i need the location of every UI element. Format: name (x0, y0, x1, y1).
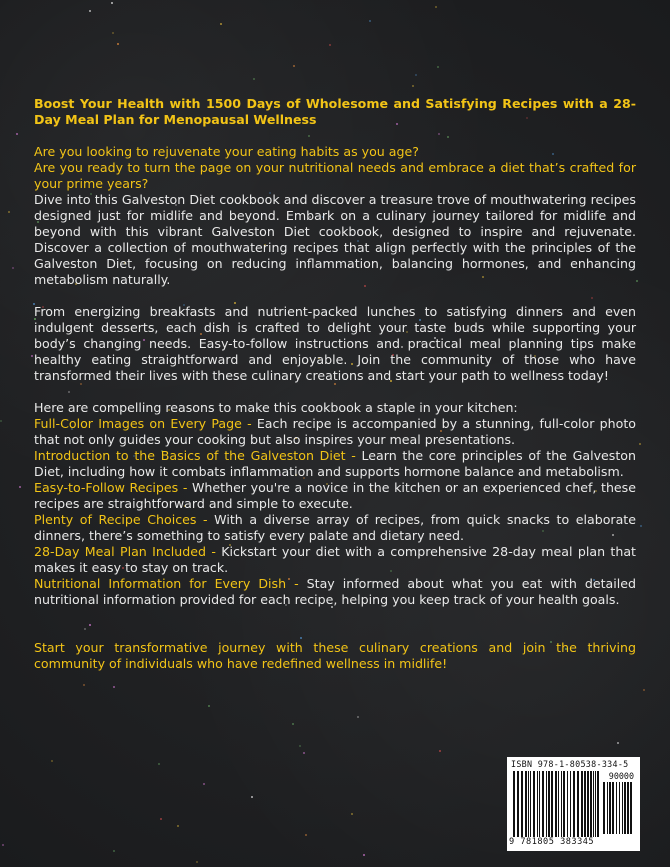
question-2: Are you ready to turn the page on your nutritional needs and embrace a diet that’s crafted for your prime years? (34, 160, 636, 191)
texture-speck (292, 723, 294, 725)
barcode-bar (537, 771, 538, 837)
barcode-bar (533, 771, 535, 837)
barcode-bar (590, 771, 592, 837)
barcode-bar (517, 771, 519, 837)
texture-speck (117, 43, 119, 45)
barcode-bar (548, 771, 550, 837)
texture-speck (253, 78, 255, 80)
texture-speck (158, 763, 160, 765)
reason-item (34, 512, 636, 544)
ean-digits: 9 781805 383345 (509, 837, 595, 847)
barcode-bar (513, 771, 515, 837)
back-cover-text (34, 96, 636, 672)
barcode-bar (587, 771, 589, 837)
texture-speck (412, 85, 414, 87)
reason-text: Each recipe is accompanied by a stunning, full-color photo that not only guides your cooking but also inspires your meal presentations. (34, 416, 636, 447)
texture-speck (305, 834, 307, 836)
barcode-bar (593, 771, 594, 837)
barcode-bar (551, 771, 553, 837)
texture-speck (357, 716, 359, 718)
ean-barcode-bars (513, 771, 601, 837)
barcode-bar (528, 771, 529, 837)
texture-speck (112, 32, 114, 34)
price-barcode-bars (603, 782, 635, 834)
closing-statement: Start your transformative journey with these culinary creations and join the thriving community of individuals who have redefined wellness in midlife! (34, 640, 636, 671)
headline: Boost Your Health with 1500 Days of Wholesome and Satisfying Recipes with a 28-Day Meal Plan for Menopausal Wellness (34, 96, 636, 127)
texture-speck (160, 818, 162, 820)
barcode-bar (561, 771, 562, 837)
texture-speck (639, 443, 641, 445)
barcode-bar (607, 782, 608, 834)
barcode-bar (558, 771, 559, 837)
texture-speck (0, 420, 2, 422)
barcode-bar (573, 771, 575, 837)
barcode-bar (622, 782, 623, 834)
barcode-bar (542, 771, 544, 837)
reason-item (34, 544, 636, 576)
texture-speck (437, 66, 439, 68)
price-code: 90000 (608, 771, 634, 781)
texture-speck (643, 689, 645, 691)
reason-title: Easy-to-Follow Recipes - (34, 480, 192, 495)
barcode-bar (546, 771, 547, 837)
reason-text: With a diverse array of recipes, from quick snacks to elaborate dinners, there’s something to satisfy every palate and dietary need. (34, 512, 636, 543)
barcode-bar (619, 782, 620, 834)
barcode-bar (595, 771, 596, 837)
reasons-intro: Here are compelling reasons to make this cookbook a staple in your kitchen: (34, 400, 518, 415)
barcode-bar (603, 782, 605, 834)
reason-item (34, 576, 636, 608)
texture-speck (439, 750, 441, 752)
texture-speck (16, 133, 18, 135)
texture-speck (8, 211, 10, 213)
texture-speck (203, 783, 205, 785)
barcode-bar (630, 782, 632, 834)
barcode-bar (577, 771, 579, 837)
barcode-bar (624, 782, 626, 834)
barcode-bar (539, 771, 540, 837)
texture-speck (636, 280, 638, 282)
texture-speck (19, 486, 21, 488)
texture-speck (299, 745, 301, 747)
texture-speck (2, 844, 4, 846)
texture-speck (640, 525, 642, 527)
reason-title: Plenty of Recipe Choices - (34, 512, 215, 527)
barcode-bar (525, 771, 527, 837)
texture-speck (31, 355, 33, 357)
texture-speck (89, 10, 91, 12)
barcode-bar (581, 771, 583, 837)
intro-paragraph: Dive into this Galveston Diet cookbook and discover a treasure trove of mouthwatering recipes designed just for midlife and beyond. Embark on a culinary journey tailored for midlife and beyond with this vibrant Galveston Diet cookbook, designed to inspire and rejuvenate. Discover a collection of mouthwatering recipes that align perfectly with the principles of the Galveston Diet, focusing on reducing inflammation, balancing hormones, and enhancing metabolism naturally. (34, 192, 636, 287)
reason-title: Nutritional Information for Every Dish - (34, 576, 307, 591)
barcode-bar (609, 782, 611, 834)
texture-speck (303, 752, 305, 754)
barcode-bar (521, 771, 523, 837)
reason-text: Stay informed about what you eat with detailed nutritional information provided for each recipe, helping you keep track of your health goals. (34, 576, 636, 607)
isbn-label: ISBN 978-1-80538-334-5 (511, 759, 629, 769)
isbn-barcode (507, 757, 640, 851)
reason-title: Full-Color Images on Every Page - (34, 416, 257, 431)
texture-speck (617, 742, 619, 744)
reason-text: Learn the core principles of the Galveston Diet, including how it combats inflammation and supports hormone balance and metabolism. (34, 448, 636, 479)
texture-speck (83, 684, 85, 686)
question-1: Are you looking to rejuvenate your eating habits as you age? (34, 144, 419, 159)
reason-title: Introduction to the Basics of the Galveston Diet - (34, 448, 362, 463)
texture-speck (51, 760, 53, 762)
barcode-bar (627, 782, 629, 834)
barcode-bar (612, 782, 614, 834)
reason-item (34, 416, 636, 448)
barcode-bar (570, 771, 571, 837)
texture-speck (111, 2, 113, 4)
reason-title: 28-Day Meal Plan Included - (34, 544, 222, 559)
texture-speck (113, 850, 115, 852)
texture-speck (329, 44, 331, 46)
barcode-bar (567, 771, 568, 837)
barcode-bar (555, 771, 557, 837)
texture-speck (208, 705, 210, 707)
barcode-bar (584, 771, 586, 837)
texture-speck (251, 796, 253, 798)
barcode-bar (597, 771, 599, 837)
reason-text: Kickstart your diet with a comprehensive 28-day meal plan that makes it easy to stay on track. (34, 544, 636, 575)
reason-item (34, 448, 636, 480)
texture-speck (435, 6, 437, 8)
reason-item (34, 480, 636, 512)
barcode-bar (616, 782, 617, 834)
texture-speck (351, 813, 353, 815)
reason-text: Whether you're a novice in the kitchen or an experienced chef, these recipes are straightforward and simple to execute. (34, 480, 636, 511)
texture-speck (293, 65, 295, 67)
texture-speck (177, 825, 179, 827)
paragraph-2: From energizing breakfasts and nutrient-packed lunches to satisfying dinners and even indulgent desserts, each dish is crafted to delight your taste buds while supporting your body’s changing needs. Easy-to-follow instructions and practical meal planning tips make healthy eating straightforward and enjoyable. Join the community of those who have transformed their lives with these culinary creations and start your path to wellness today! (34, 304, 636, 383)
texture-speck (196, 861, 198, 863)
texture-speck (113, 686, 115, 688)
barcode-bar (563, 771, 565, 837)
texture-speck (220, 23, 222, 25)
texture-speck (12, 267, 14, 269)
texture-speck (415, 74, 417, 76)
texture-speck (363, 854, 365, 856)
barcode-bar (530, 771, 531, 837)
texture-speck (369, 20, 371, 22)
